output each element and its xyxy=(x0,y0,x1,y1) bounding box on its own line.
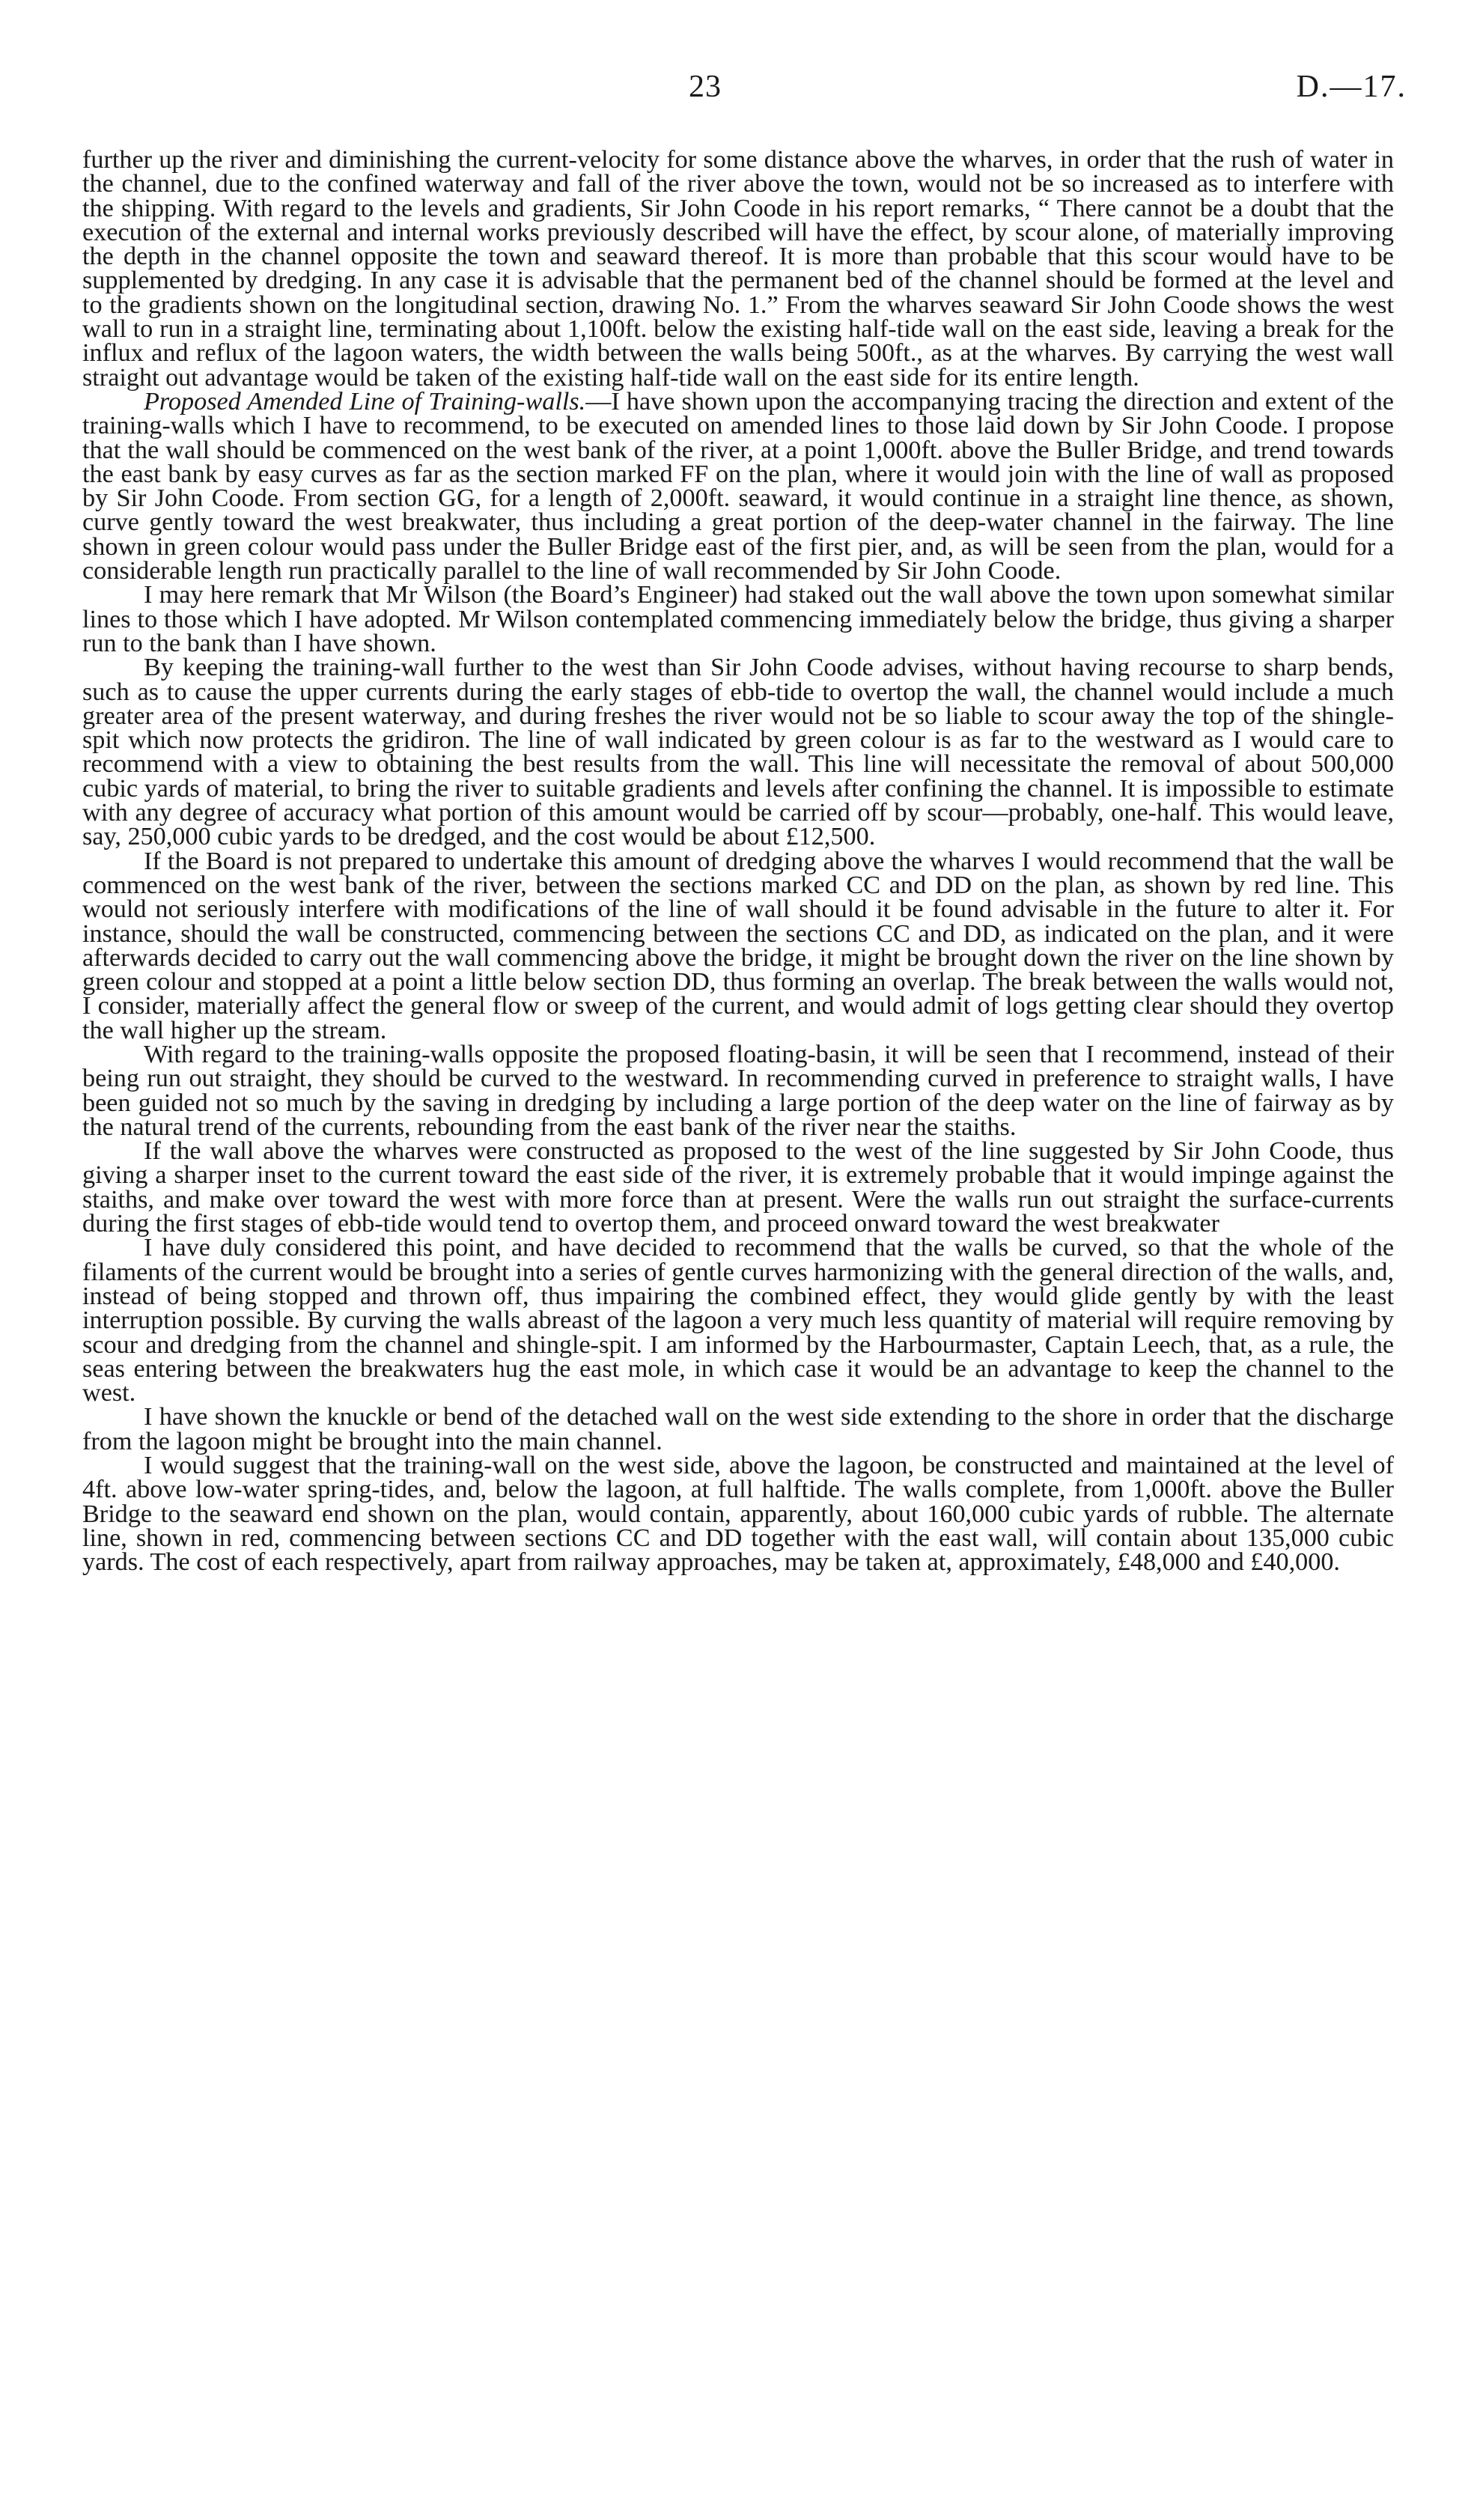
paragraph: If the wall above the wharves were constructed as proposed to the west of the line suggested by Sir John Coode, thus giving a sharper inset to the current toward the east side of the river, it is extremely probable that it would impinge against the staiths, and make over toward the west with more force than at present. Were the walls run out straight the surface-currents during the first stages of ebb-tide would tend to overtop them, and proceed onward toward the west breakwater xyxy=(82,1137,1394,1238)
paragraph xyxy=(82,387,1394,585)
paragraph: further up the river and diminishing the current-velocity for some distance above the wharves, in order that the rush of water in the channel, due to the confined waterway and fall of the river above the town, would not be so increased as to interfere with the shipping. With regard to the levels and gradients, Sir John Coode in his report remarks, “ There cannot be a doubt that the execution of the external and internal works previously described will have the effect, by scour alone, of materially improving the depth in the channel opposite the town and seaward thereof. It is more than probable that this scour would have to be supplemented by dredging. In any case it is advisable that the permanent bed of the channel should be formed at the level and to the gradients shown on the longitudinal section, drawing No. 1.” From the wharves seaward Sir John Coode shows the west wall to run in a straight line, terminating about 1,100ft. below the existing half-tide wall on the east side, leaving a break for the influx and reflux of the lagoon waters, the width between the walls being 500ft., as at the wharves. By carrying the west wall straight out advantage would be taken of the existing half-tide wall on the east side for its entire length. xyxy=(82,146,1394,392)
section-heading: Proposed Amended Line of Training-walls. xyxy=(144,387,586,416)
paragraph: I have shown the knuckle or bend of the detached wall on the west side extending to the shore in order that the discharge from the lagoon might be brought into the main channel. xyxy=(82,1403,1394,1455)
paragraph: I may here remark that Mr Wilson (the Board’s Engineer) had staked out the wall above the town upon somewhat similar lines to those which I have adopted. Mr Wilson contemplated commencing immediately below the bridge, thus giving a sharper run to the bank than I have shown. xyxy=(82,581,1394,657)
page-number: 23 xyxy=(689,70,722,104)
report-body xyxy=(82,148,1394,1575)
paragraph: I would suggest that the training-wall on the west side, above the lagoon, be constructed and maintained at the level of 4ft. above low-water spring-tides, and, below the lagoon, at full halftide. The walls complete, from 1,000ft. above the Buller Bridge to the seaward end shown on the plan, would contain, apparently, about 160,000 cubic yards of rubble. The alternate line, shown in red, commencing between sections CC and DD together with the east wall, will contain about 135,000 cubic yards. The cost of each respectively, apart from railway approaches, may be taken at, approximately, £48,000 and £40,000. xyxy=(82,1452,1394,1577)
paragraph: I have duly considered this point, and have decided to recommend that the walls be curved, so that the whole of the filaments of the current would be brought into a series of gentle curves harmonizing with the general direction of the walls, and, instead of being stopped and thrown off, thus impairing the combined effect, they would glide gently by with the least interruption possible. By curving the walls abreast of the lagoon a very much less quantity of material will require removing by scour and dredging from the channel and shingle-spit. I am informed by the Harbourmaster, Captain Leech, that, as a rule, the seas entering between the breakwaters hug the east mole, in which case it would be an advantage to keep the channel to the west. xyxy=(82,1234,1394,1407)
paragraph: By keeping the training-wall further to the west than Sir John Coode advises, without having recourse to sharp bends, such as to cause the upper currents during the early stages of ebb-tide to overtop the wall, the channel would include a much greater area of the present waterway, and during freshes the river would not be so liable to scour away the top of the shingle-spit which now protects the gridiron. The line of wall indicated by green colour is as far to the westward as I would care to recommend with a view to obtaining the best results from the wall. This line will necessitate the removal of about 500,000 cubic yards of material, to bring the river to suitable gradients and levels after confining the channel. It is impossible to estimate with any degree of accuracy what portion of this amount would be carried off by scour—probably, one-half. This would leave, say, 250,000 cubic yards to be dredged, and the cost would be about £12,500. xyxy=(82,654,1394,851)
paragraph: If the Board is not prepared to undertake this amount of dredging above the wharves I would recommend that the wall be commenced on the west bank of the river, between the sections marked CC and DD on the plan, as shown by red line. This would not seriously interfere with modifications of the line of wall should it be found advisable in the future to alter it. For instance, should the wall be constructed, commencing between the sections CC and DD, as indicated on the plan, and it were afterwards decided to carry out the wall commencing above the bridge, it might be brought down the river on the line shown by green colour and stopped at a point a little below section DD, thus forming an overlap. The break between the walls would not, I consider, materially affect the general flow or sweep of the current, and would admit of logs getting clear should they overtop the wall higher up the stream. xyxy=(82,847,1394,1044)
paragraph-text: —I have shown upon the accompanying tracing the direction and extent of the training-walls which I have to recommend, to be executed on amended lines to those laid down by Sir John Coode. I propose that the wall should be commenced on the west bank of the river, at a point 1,000ft. above the Buller Bridge, and trend towards the east bank by easy curves as far as the section marked FF on the plan, where it would join with the line of wall as proposed by Sir John Coode. From section GG, for a length of 2,000ft. seaward, it would continue in a straight line thence, as shown, curve gently toward the west breakwater, thus including a great portion of the deep-water channel in the fairway. The line shown in green colour would pass under the Buller Bridge east of the first pier, and, as will be seen from the plan, would for a considerable length run practically parallel to the line of wall recommended by Sir John Coode. xyxy=(82,387,1394,585)
document-reference: D.—17. xyxy=(1296,70,1407,104)
paragraph: With regard to the training-walls opposite the proposed floating-basin, it will be seen that I recommend, instead of their being run out straight, they should be curved to the westward. In recommending curved in preference to straight walls, I have been guided not so much by the saving in dredging by including a large portion of the deep water on the line of fairway as by the natural trend of the currents, rebounding from the east bank of the river near the staiths. xyxy=(82,1040,1394,1141)
page-header xyxy=(0,69,1468,114)
